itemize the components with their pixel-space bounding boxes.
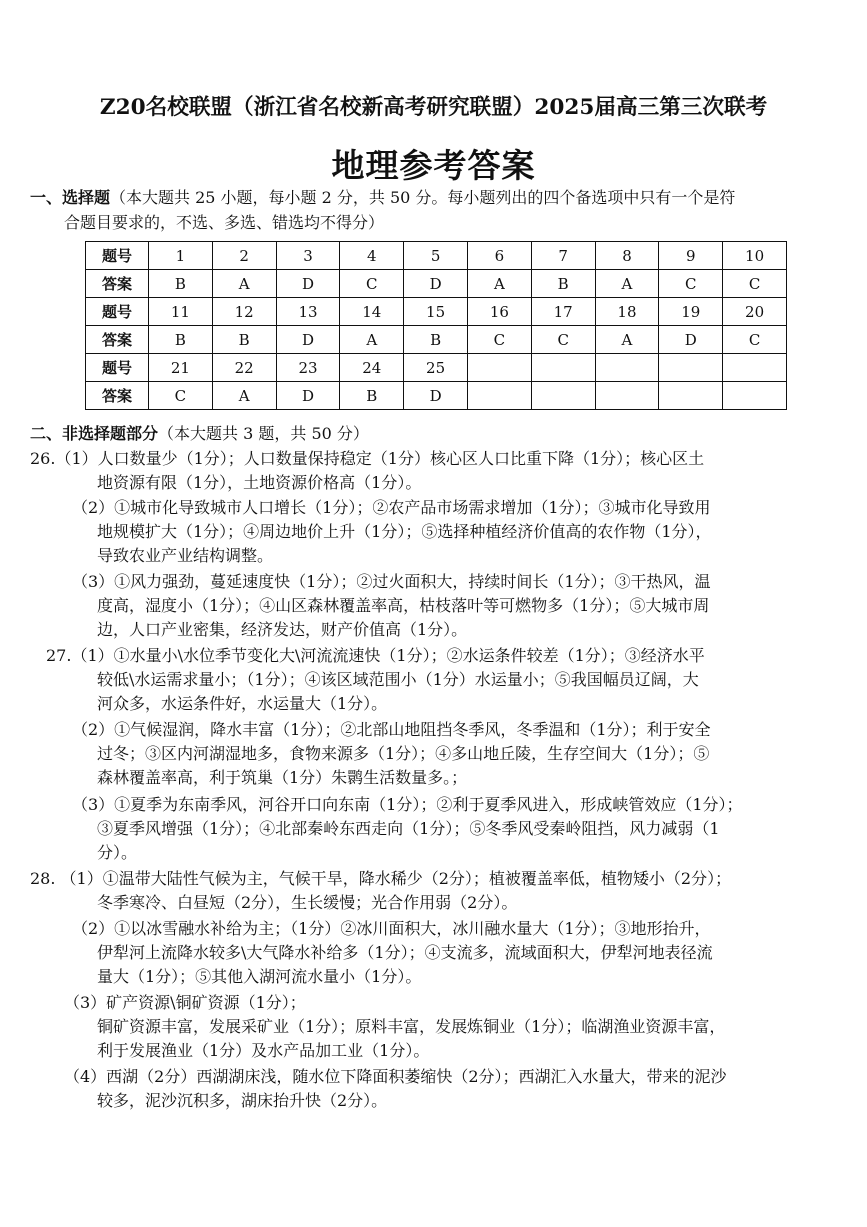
answer-cell: C	[723, 270, 787, 298]
answer-text-line: 伊犁河上流降水较多\大气降水补给多（1分）；④支流多，流域面积大，伊犁河地表径流	[97, 943, 713, 962]
answer-cell: A	[595, 270, 659, 298]
answer-text-line: 过冬；③区内河湖湿地多，食物来源多（1分）；④多山地丘陵，生存空间大（1分）；⑤	[97, 744, 710, 763]
exam-title: Z20名校联盟（浙江省名校新高考研究联盟）2025届高三第三次联考	[99, 95, 768, 120]
question-number-cell: 18	[595, 298, 659, 326]
answer-cell: D	[659, 326, 723, 354]
question-number-cell: 22	[212, 354, 276, 382]
row-label-question: 题号	[86, 298, 149, 326]
answer-text-line: （3）①风力强劲，蔓延速度快（1分）；②过火面积大，持续时间长（1分）；③干热风，温	[72, 572, 711, 591]
question-number-cell: 23	[276, 354, 340, 382]
question-number-cell	[531, 354, 595, 382]
question-number-cell	[723, 354, 787, 382]
row-label-answer: 答案	[86, 270, 149, 298]
row-label-question: 题号	[86, 354, 149, 382]
question-number-cell: 7	[531, 242, 595, 270]
answer-text-line: 地资源有限（1分），土地资源价格高（1分）。	[97, 473, 422, 492]
question-number-cell: 25	[404, 354, 468, 382]
answer-cell: C	[723, 326, 787, 354]
answer-table	[85, 241, 787, 410]
answer-cell: D	[276, 382, 340, 410]
question-number-cell: 1	[149, 242, 213, 270]
answer-cell: B	[212, 326, 276, 354]
question-number-cell: 6	[467, 242, 531, 270]
answer-cell	[595, 382, 659, 410]
answer-cell: B	[404, 326, 468, 354]
answer-row	[86, 270, 787, 298]
row-label-question: 题号	[86, 242, 149, 270]
answer-text-line: 较多，泥沙沉积多，湖床抬升快（2分）。	[97, 1091, 388, 1110]
answer-text-line: 27.（1）①水量小\水位季节变化大\河流流速快（1分）；②水运条件较差（1分）；③经济水平	[46, 646, 705, 665]
answer-cell: C	[149, 382, 213, 410]
answer-cell	[531, 382, 595, 410]
question-number-cell: 9	[659, 242, 723, 270]
answer-text-line: 森林覆盖率高，利于筑巢（1分）朱鹮生活数量多。；	[97, 768, 468, 787]
answer-cell: A	[595, 326, 659, 354]
answer-text-line: 铜矿资源丰富，发展采矿业（1分）；原料丰富，发展炼铜业（1分）；临湖渔业资源丰富，	[97, 1017, 726, 1036]
answer-text-line: （3）矿产资源\铜矿资源（1分）；	[64, 993, 306, 1012]
question-number-cell: 17	[531, 298, 595, 326]
answer-text-line: 分）。	[97, 843, 138, 862]
question-number-cell: 20	[723, 298, 787, 326]
question-number-cell	[467, 354, 531, 382]
answer-text-line: 较低\水运需求量小；（1分）；④该区域范围小（1分）水运量小；⑤我国幅员辽阔，大	[97, 670, 699, 689]
answer-cell: D	[276, 270, 340, 298]
question-number-cell: 13	[276, 298, 340, 326]
question-number-cell: 4	[340, 242, 404, 270]
answer-text-line: 28. （1）①温带大陆性气候为主，气候干旱，降水稀少（2分）；植被覆盖率低，植物矮小（2分）；	[30, 869, 732, 888]
answer-cell: B	[340, 382, 404, 410]
section1-header	[30, 186, 735, 210]
section1-heading: 一、选择题	[30, 188, 111, 207]
question-number-cell: 19	[659, 298, 723, 326]
question-number-cell: 14	[340, 298, 404, 326]
answer-text-line: （2）①城市化导致城市人口增长（1分）；②农产品市场需求增加（1分）；③城市化导致用	[72, 498, 711, 517]
question-number-cell	[595, 354, 659, 382]
section2-heading: 二、非选择题部分	[30, 424, 159, 443]
answer-cell: B	[149, 270, 213, 298]
answer-cell: B	[531, 270, 595, 298]
answer-text-line: （4）西湖（2分）西湖湖床浅，随水位下降面积萎缩快（2分）；西湖汇入水量大，带来的泥沙	[64, 1067, 727, 1086]
answer-text-line: 利于发展渔业（1分）及水产品加工业（1分）。	[97, 1041, 430, 1060]
answer-text-line: （2）①气候湿润，降水丰富（1分）；②北部山地阻挡冬季风，冬季温和（1分）；利于安全	[72, 720, 711, 739]
answer-cell: C	[531, 326, 595, 354]
answer-text-line: 26.（1）人口数量少（1分）；人口数量保持稳定（1分）核心区人口比重下降（1分）；核心区土	[30, 449, 705, 468]
answer-text-line: 河众多，水运条件好，水运量大（1分）。	[97, 694, 388, 713]
question-number-cell: 2	[212, 242, 276, 270]
question-number-cell	[659, 354, 723, 382]
answer-text-line: 导致农业产业结构调整。	[97, 546, 274, 565]
answer-text-line: ③夏季风增强（1分）；④北部秦岭东西走向（1分）；⑤冬季风受秦岭阻挡，风力减弱（1	[97, 819, 720, 838]
answer-text-line: （2）①以冰雪融水补给为主；（1分）②冰川面积大，冰川融水量大（1分）；③地形抬升，	[72, 919, 711, 938]
answer-row	[86, 382, 787, 410]
row-label-answer: 答案	[86, 326, 149, 354]
question-number-cell: 24	[340, 354, 404, 382]
answer-cell	[467, 382, 531, 410]
answer-text-line: 量大（1分）；⑤其他入湖河流水量小（1分）。	[97, 967, 422, 986]
question-number-cell: 3	[276, 242, 340, 270]
answer-cell: A	[467, 270, 531, 298]
answer-text-line: 边，人口产业密集，经济发达，财产价值高（1分）。	[97, 620, 468, 639]
answer-cell: A	[212, 382, 276, 410]
page-title: 地理参考答案	[331, 146, 536, 185]
question-number-cell: 16	[467, 298, 531, 326]
question-number-row	[86, 298, 787, 326]
answer-cell	[659, 382, 723, 410]
answer-cell	[723, 382, 787, 410]
question-number-cell: 10	[723, 242, 787, 270]
answer-text-line: （3）①夏季为东南季风，河谷开口向东南（1分）；②利于夏季风进入，形成峡管效应（1分）；	[72, 795, 743, 814]
answer-cell: B	[149, 326, 213, 354]
answer-cell: A	[212, 270, 276, 298]
question-number-row	[86, 242, 787, 270]
question-number-cell: 8	[595, 242, 659, 270]
answer-cell: C	[340, 270, 404, 298]
answer-cell: A	[340, 326, 404, 354]
answer-cell: D	[276, 326, 340, 354]
question-number-cell: 21	[149, 354, 213, 382]
question-number-cell: 15	[404, 298, 468, 326]
answer-cell: D	[404, 382, 468, 410]
answer-text-line: 地规模扩大（1分）；④周边地价上升（1分）；⑤选择种植经济价值高的农作物（1分），	[97, 522, 712, 541]
section2-header	[30, 422, 369, 446]
question-number-cell: 11	[149, 298, 213, 326]
answer-row	[86, 326, 787, 354]
answer-cell: D	[404, 270, 468, 298]
section2-intro: （本大题共 3 题，共 50 分）	[158, 424, 369, 443]
answer-text-line: 冬季寒冷、白昼短（2分），生长缓慢；光合作用弱（2分）。	[97, 893, 518, 912]
question-number-cell: 5	[404, 242, 468, 270]
section1-intro-line1: （本大题共 25 小题，每小题 2 分，共 50 分。每小题列出的四个备选项中只有一个是符	[110, 188, 736, 207]
section1-intro-line2: 合题目要求的，不选、多选、错选均不得分）	[64, 213, 385, 232]
question-number-cell: 12	[212, 298, 276, 326]
row-label-answer: 答案	[86, 382, 149, 410]
answer-cell: C	[659, 270, 723, 298]
question-number-row	[86, 354, 787, 382]
answer-text-line: 度高，湿度小（1分）；④山区森林覆盖率高，枯枝落叶等可燃物多（1分）；⑤大城市周	[97, 596, 710, 615]
answer-cell: C	[467, 326, 531, 354]
